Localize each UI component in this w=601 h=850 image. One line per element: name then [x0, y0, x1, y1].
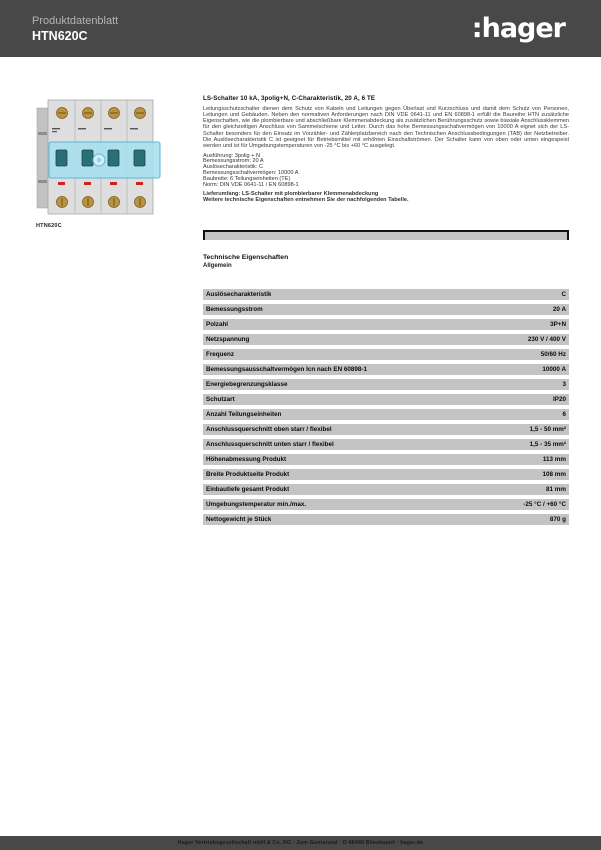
table-row-value: 113 mm: [542, 456, 566, 463]
table-row: [203, 379, 569, 390]
table-row-value: 1,5 - 35 mm²: [529, 441, 566, 448]
divider-bar: [203, 230, 569, 240]
table-row-value: 6: [562, 411, 566, 418]
product-code: HTN620C: [32, 29, 88, 43]
table-row-label: Frequenz: [206, 351, 234, 358]
section-heading: Technische Eigenschaften: [203, 254, 289, 261]
table-row-label: Anschlussquerschnitt unten starr / flexibel: [206, 441, 334, 448]
section-subheading: Allgemein: [203, 262, 232, 269]
mcb-side-panel: [37, 108, 48, 208]
table-row-label: Anzahl Teilungseinheiten: [206, 411, 282, 418]
table-row-label: Breite Produktseite Produkt: [206, 471, 290, 478]
table-row-label: Nettogewicht je Stück: [206, 516, 272, 523]
table-row: [203, 454, 569, 465]
table-row: [203, 499, 569, 510]
table-row-value: 230 V / 400 V: [527, 336, 566, 343]
product-title: LS-Schalter 10 kA, 3polig+N, C-Charakteristik, 20 A, 6 TE: [203, 95, 376, 102]
table-row: [203, 394, 569, 405]
table-row-value: 20 A: [552, 306, 566, 313]
table-row-label: Anschlussquerschnitt oben starr / flexibel: [206, 426, 332, 433]
table-row-label: Bemessungsstrom: [206, 306, 263, 313]
product-image: [35, 92, 161, 222]
table-row: [203, 409, 569, 420]
table-row-value: 1,5 - 50 mm²: [529, 426, 566, 433]
table-row: [203, 304, 569, 315]
table-row-label: Energiebegrenzungsklasse: [206, 381, 288, 388]
footer-text: Hager Vertriebsgesellschaft mbH & Co. KG · Zum Gunterstal · D-66440 Blieskastel · hager.de: [177, 840, 424, 846]
table-row: [203, 334, 569, 345]
hager-logo: :hager: [471, 13, 565, 44]
spec-summary-line: Baubreite: 6 Teilungseinheiten (TE): [203, 176, 291, 183]
spec-summary-line: Norm: DIN VDE 0641-11 / EN 60898-1: [203, 182, 299, 189]
table-row-value: IP20: [553, 396, 566, 403]
table-row-label: Auslösecharakteristik: [206, 291, 272, 298]
table-row: [203, 424, 569, 435]
table-row-value: C: [561, 291, 566, 298]
note-list: [203, 192, 569, 204]
table-row-label: Umgebungstemperatur min./max.: [206, 501, 307, 508]
doc-type-label: Produktdatenblatt: [32, 15, 119, 27]
spec-summary-list: [203, 154, 569, 189]
table-row: [203, 484, 569, 495]
spec-summary-line: Bemessungsschaltvermögen: 10000 A: [203, 170, 299, 177]
table-row: [203, 289, 569, 300]
table-row: [203, 349, 569, 360]
header-bar: [0, 0, 601, 57]
intro-block: [203, 95, 569, 204]
note-line: Weitere technische Eigenschaften entnehmen Sie der nachfolgenden Tabelle.: [203, 196, 409, 203]
note-line: Lieferumfang: LS-Schalter mit plombierbarer Klemmenabdeckung: [203, 191, 379, 198]
table-row-value: 108 mm: [542, 471, 566, 478]
spec-table: [203, 289, 569, 529]
table-row: [203, 469, 569, 480]
spec-summary-line: Ausführung: 3polig + N: [203, 152, 261, 159]
table-row-label: Einbautiefe gesamt Produkt: [206, 486, 290, 493]
table-row: [203, 319, 569, 330]
footer-bar: [0, 836, 601, 850]
table-row-value: 50/60 Hz: [540, 351, 566, 358]
table-row-label: Polzahl: [206, 321, 229, 328]
table-row-label: Bemessungsausschaltvermögen Icn nach EN 60898-1: [206, 366, 367, 373]
table-row-value: 81 mm: [546, 486, 566, 493]
table-row-value: 10000 A: [542, 366, 566, 373]
table-row: [203, 364, 569, 375]
table-row: [203, 514, 569, 525]
table-row: [203, 439, 569, 450]
table-row-label: Höhenabmessung Produkt: [206, 456, 287, 463]
table-row-value: 3: [562, 381, 566, 388]
section-heading-block: [203, 254, 288, 269]
product-description: Leitungsschutzschalter dienen dem Schutz von Kabeln und Leitungen gegen Überlast und Kurzschluss und damit dem Schutz von Personen, Leitungen und Gebäuden. Neben den normativen Anforderungen nach DIN VDE 0641-11 und EN 60898-1 erfüllt die Baureihe HTN zusätzliche Eigenschaften, wie die plombierbare und abschließbare Klemmenabdeckung als zusätzlichen Berührungsschutz sowie biaxiale Anschlussklemmen für den gleichzeitigen Anschluss von Sammelschiene und Leiter. Durch das hohe Bemessungsschaltvermögen von 10000 A eignet sich der LS-Schalter besonders für den Einsatz im Vorzähler- und Zählerplatzbereich nach den Technischen Anschlussbedingungen (TAB) der Netzbetreiber. Die Auslösecharakteristik C ist geeignet für Betriebsmittel mit erhöhten Einschaltströmen. Der Schalter kann von oben oder unten eingespeist werden und ist für Umgebungstemperaturen von -25 °C bis +60 °C ausgelegt.: [203, 105, 569, 150]
table-row-value: -25 °C / +60 °C: [523, 501, 566, 508]
spec-summary-line: Auslösecharakteristik: C: [203, 164, 263, 171]
table-row-label: Schutzart: [206, 396, 235, 403]
table-row-label: Netzspannung: [206, 336, 250, 343]
spec-summary-line: Bemessungsstrom: 20 A: [203, 158, 264, 165]
image-caption: HTN620C: [36, 223, 62, 229]
table-row-value: 3P+N: [550, 321, 566, 328]
table-row-value: 870 g: [549, 516, 566, 523]
